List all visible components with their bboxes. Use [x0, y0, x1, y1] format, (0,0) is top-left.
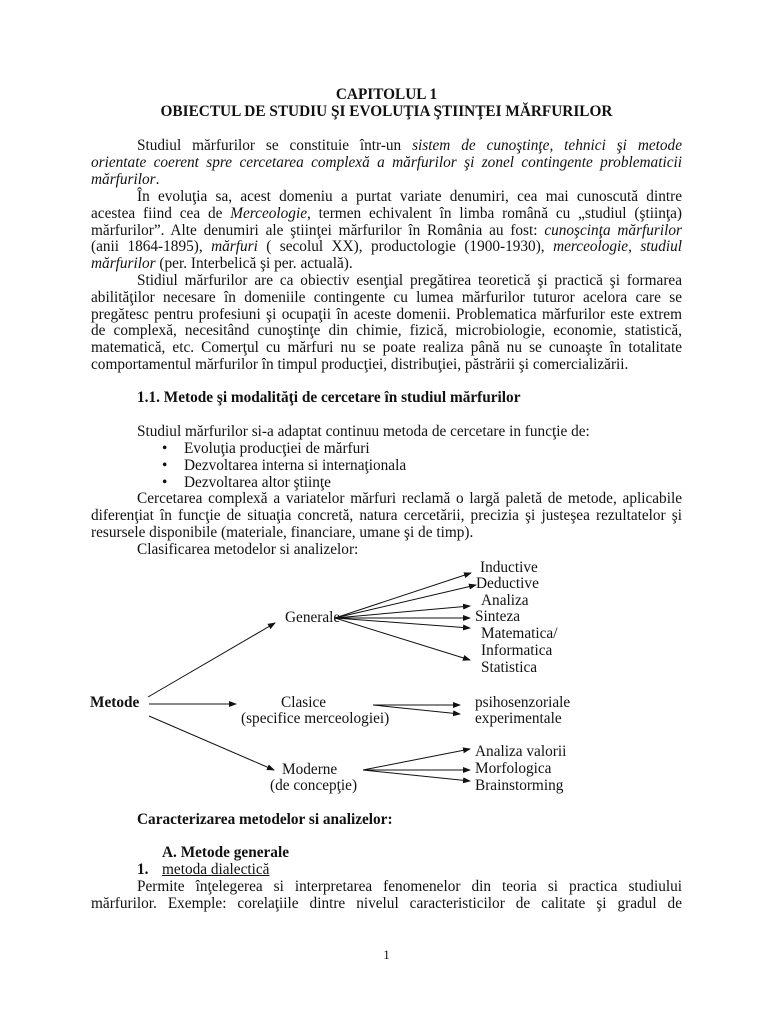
text: mărfurilor”. Alte denumiri ale ştiinţei mărfurilor în România au fost:: [91, 222, 545, 239]
text-line: mărfurilor. Exemple: corelaţiile dintre nivelul caracteristicilor de calitate şi gradul de: [91, 895, 682, 912]
chapter-number: CAPITOLUL 1: [335, 86, 438, 103]
arrow: [335, 573, 471, 618]
leaf: Inductive: [480, 559, 538, 576]
leaf: Matematica/: [481, 625, 558, 642]
node-clasice-sub: (specifice merceologiei): [241, 710, 390, 727]
leaf: psihosenzoriale: [475, 694, 571, 711]
list-item-text: Dezvoltarea altor ştiinţe: [184, 474, 331, 491]
text-italic: orientate coerent spre cercetarea complexă a mărfurilor şi zonel contingente problematicii: [91, 154, 682, 171]
node-clasice: Clasice: [281, 694, 327, 711]
arrow: [335, 618, 470, 628]
text-italic: cunoşcinţa mărfurilor: [544, 222, 682, 239]
text-italic: Merceologie: [230, 205, 307, 222]
leaf: Analiza valorii: [475, 743, 567, 760]
arrow: [363, 749, 470, 770]
leaf: Brainstorming: [475, 777, 564, 794]
arrow: [335, 585, 476, 618]
text: Studiul mărfurilor se constituie într-un: [137, 137, 413, 154]
text-italic: sistem de cunoştinţe, tehnici şi metode: [412, 137, 682, 154]
text: (per. Interbelică şi per. actuală).: [155, 255, 353, 272]
bullet-icon: •: [162, 440, 168, 457]
leaf: Analiza: [481, 592, 529, 609]
text-line: Cercetarea complexă a variatelor mărfuri reclamă o largă paletă de metode, aplicabile: [137, 490, 682, 507]
text-line: pregătesc pentru profesiuni şi ocupaţii în aceste domenii. Problematica mărfurilor este extrem: [91, 306, 682, 323]
node-metode: Metode: [90, 694, 140, 711]
leaf: Sinteza: [475, 608, 521, 625]
text-line: diferenţiat în funcţie de situaţia concretă, natura cercetării, precizia şi justeşea rezultatelor şi: [91, 507, 682, 524]
item-label: metoda dialectică: [162, 861, 270, 878]
text: (anii 1864-1895),: [91, 238, 212, 255]
node-moderne-sub: (de concepţie): [270, 777, 358, 794]
section-heading: 1.1. Metode şi modalităţi de cercetare în studiul mărfurilor: [137, 389, 521, 406]
text-line: comportamentul mărfurilor în timpul producţiei, distribuţiei, păstrării şi comercializării.: [91, 356, 629, 373]
text: .: [155, 171, 160, 188]
text: acestea fiind cea de: [91, 205, 231, 222]
subsection-heading: Caracterizarea metodelor si analizelor:: [137, 811, 393, 828]
text-line: abilităţilor necesare în domeniile contingente cu lumea mărfurilor tuturor acelora care se: [91, 289, 682, 306]
leaf: experimentale: [475, 710, 562, 727]
node-moderne: Moderne: [282, 761, 338, 778]
text-italic: mărfuri: [211, 238, 258, 255]
leaf: Deductive: [476, 575, 539, 592]
text: În evoluţia sa, acest domeniu a purtat variate denumiri, cea mai cunoscută dintre: [137, 188, 682, 205]
text-line: Studiul mărfurilor si-a adaptat continuu metoda de cercetare in funcţie de:: [137, 423, 590, 440]
text-line: Permite înţelegerea si interpretarea fenomenelor din teoria si practica studiului: [137, 878, 682, 895]
text: ( secolul XX), productologie (1900-1930),: [257, 238, 554, 255]
text-line: de complexă, necesitând cunoştinţe din chimie, fizică, microbiologie, economie, statistică,: [91, 322, 682, 339]
subheading-a: A. Metode generale: [162, 844, 289, 861]
text-line: Clasificarea metodelor si analizelor:: [137, 541, 359, 558]
arrow: [335, 618, 470, 660]
text-line: matematică, etc. Comerţul cu mărfuri nu se poate realiza până nu se cunoaşte în totalitate: [91, 339, 682, 356]
arrow: [363, 770, 470, 781]
bullet-icon: •: [162, 457, 168, 474]
text: , termen echivalent în limba română cu „studiul (ştiinţa): [306, 205, 682, 222]
leaf: Informatica: [481, 642, 553, 659]
list-item-text: Evoluţia producţiei de mărfuri: [184, 440, 370, 457]
text-line: resursele disponibile (materiale, financiare, umane şi de timp).: [91, 524, 474, 541]
arrow: [148, 623, 275, 697]
page-number: 1: [383, 947, 390, 962]
text-line: Stidiul mărfurilor are ca obiectiv esenţial pregătirea teoretică şi practică şi formarea: [137, 272, 682, 289]
list-item-text: Dezvoltarea interna si internaţionala: [184, 457, 407, 474]
leaf: Statistica: [481, 659, 538, 676]
text-italic: mărfurilor: [91, 255, 156, 272]
item-number: 1.: [137, 861, 149, 878]
node-generale: Generale: [285, 609, 341, 626]
bullet-icon: •: [162, 474, 168, 491]
chapter-title: OBIECTUL DE STUDIU ŞI EVOLUŢIA ŞTIINŢEI MĂRFURILOR: [160, 103, 613, 120]
text-italic: merceologie, studiul: [553, 238, 682, 255]
arrow: [335, 606, 470, 618]
leaf: Morfologica: [475, 760, 552, 777]
text-italic: mărfurilor: [91, 171, 156, 188]
